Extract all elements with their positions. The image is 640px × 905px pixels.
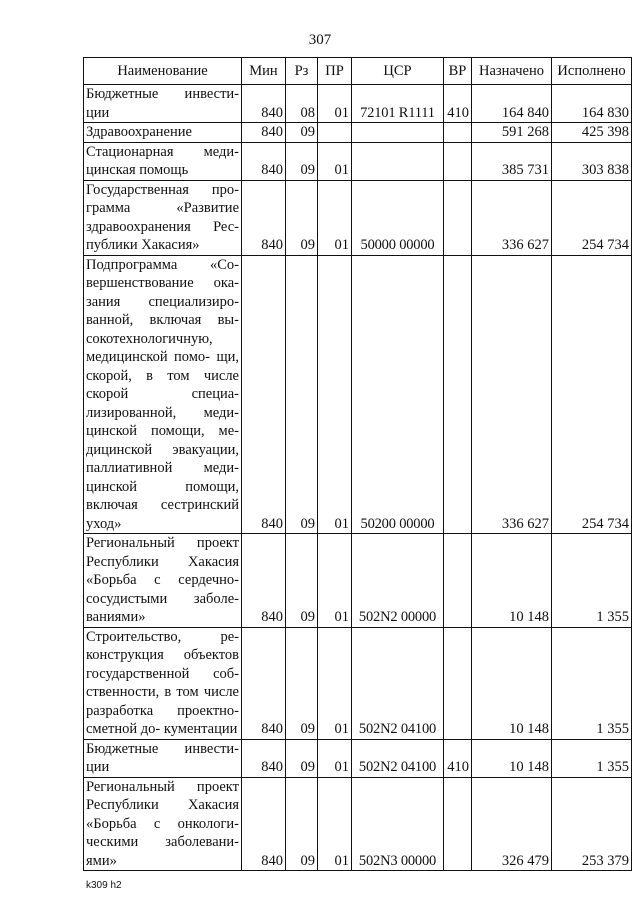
row-name bbox=[84, 534, 242, 628]
header-rz: Рз bbox=[286, 58, 318, 85]
row-name-line: конструкция объектов bbox=[86, 647, 239, 663]
row-vr: 410 bbox=[444, 739, 472, 777]
row-assigned: 336 627 bbox=[472, 180, 552, 255]
row-name-line: паллиативной меди- bbox=[86, 460, 239, 476]
header-min: Мин bbox=[242, 58, 286, 85]
row-csr: 502N2 04100 bbox=[352, 739, 444, 777]
row-executed: 1 355 bbox=[552, 739, 632, 777]
table-row bbox=[84, 777, 632, 871]
table-row bbox=[84, 255, 632, 534]
row-pr: 01 bbox=[318, 255, 352, 534]
row-rz: 09 bbox=[286, 777, 318, 871]
row-name-line: Республики Хакасия bbox=[86, 553, 239, 570]
row-name-line: зания специализиро- bbox=[86, 293, 239, 310]
row-name-line: вершенствование ока- bbox=[86, 275, 239, 291]
table-row bbox=[84, 85, 632, 123]
row-name-line: цинской помощи, ме- bbox=[86, 423, 239, 439]
row-assigned: 10 148 bbox=[472, 739, 552, 777]
row-min: 840 bbox=[242, 142, 286, 180]
row-name-line: Стационарная меди- bbox=[86, 143, 239, 160]
row-executed: 254 734 bbox=[552, 255, 632, 534]
row-name bbox=[84, 142, 242, 180]
row-name bbox=[84, 180, 242, 255]
row-name-line: ции bbox=[86, 759, 110, 775]
row-min: 840 bbox=[242, 534, 286, 628]
row-name-line: Бюджетные инвести- bbox=[86, 740, 239, 757]
row-rz: 09 bbox=[286, 180, 318, 255]
row-name-line: здравоохранения Рес- bbox=[86, 218, 239, 235]
row-name-line: Строительство, ре- bbox=[86, 628, 239, 645]
row-rz: 09 bbox=[286, 534, 318, 628]
row-pr: 01 bbox=[318, 85, 352, 123]
row-executed: 425 398 bbox=[552, 123, 632, 143]
row-vr bbox=[444, 180, 472, 255]
header-assigned: Назначено bbox=[472, 58, 552, 85]
row-pr bbox=[318, 123, 352, 143]
row-name-line: ванной, включая вы- bbox=[86, 312, 239, 328]
row-executed: 164 830 bbox=[552, 85, 632, 123]
row-name-line: ственности, в том bbox=[86, 684, 199, 700]
row-executed: 253 379 bbox=[552, 777, 632, 871]
row-name bbox=[84, 627, 242, 739]
row-csr: 502N3 00000 bbox=[352, 777, 444, 871]
table-row bbox=[84, 180, 632, 255]
row-assigned: 164 840 bbox=[472, 85, 552, 123]
header-pr: ПР bbox=[318, 58, 352, 85]
table-header-row bbox=[84, 58, 632, 85]
row-name-line: медицинской помо- bbox=[86, 349, 211, 365]
row-rz: 09 bbox=[286, 255, 318, 534]
row-min: 840 bbox=[242, 180, 286, 255]
row-name-line: проектно-сметной до- bbox=[86, 702, 239, 737]
row-name-line: ции bbox=[86, 104, 110, 121]
row-pr: 01 bbox=[318, 777, 352, 871]
row-name-line: Подпрограмма «Со- bbox=[86, 256, 239, 273]
row-csr: 50000 00000 bbox=[352, 180, 444, 255]
row-executed: 1 355 bbox=[552, 627, 632, 739]
row-name-line: ваниями» bbox=[86, 609, 146, 625]
row-min: 840 bbox=[242, 85, 286, 123]
row-rz: 09 bbox=[286, 627, 318, 739]
row-assigned: 385 731 bbox=[472, 142, 552, 180]
row-vr bbox=[444, 777, 472, 871]
header-executed: Исполнено bbox=[552, 58, 632, 85]
page-number: 307 bbox=[308, 32, 332, 48]
row-name-line: Бюджетные инвести- bbox=[86, 86, 239, 102]
table-row bbox=[84, 739, 632, 777]
row-name-line: Региональный проект bbox=[86, 535, 239, 551]
row-min: 840 bbox=[242, 627, 286, 739]
row-name bbox=[84, 85, 242, 123]
row-name-line: «Борьба с онкологи- bbox=[86, 815, 239, 832]
table-row bbox=[84, 534, 632, 628]
row-name-line: щи, скорой, в том bbox=[86, 349, 239, 384]
row-min: 840 bbox=[242, 777, 286, 871]
row-name-line: Государственная про- bbox=[86, 181, 239, 198]
row-csr: 502N2 00000 bbox=[352, 534, 444, 628]
row-min: 840 bbox=[242, 255, 286, 534]
row-vr: 410 bbox=[444, 85, 472, 123]
row-name-line: дицинской эвакуации, bbox=[86, 441, 239, 458]
row-min: 840 bbox=[242, 123, 286, 143]
row-pr: 01 bbox=[318, 627, 352, 739]
row-name-line: лизированной, меди- bbox=[86, 404, 239, 421]
row-name-line: Здравоохранение bbox=[86, 124, 192, 140]
row-name-line: «Борьба с сердечно- bbox=[86, 572, 239, 588]
row-vr bbox=[444, 123, 472, 143]
row-name-line: числе скорой специа- bbox=[86, 367, 239, 402]
row-pr: 01 bbox=[318, 534, 352, 628]
row-executed: 1 355 bbox=[552, 534, 632, 628]
table-row bbox=[84, 142, 632, 180]
budget-table bbox=[83, 57, 632, 871]
row-rz: 09 bbox=[286, 123, 318, 143]
header-name: Наименование bbox=[84, 58, 242, 85]
row-name-line: числе разработка bbox=[86, 684, 239, 719]
header-csr: ЦСР bbox=[352, 58, 444, 85]
row-vr bbox=[444, 534, 472, 628]
row-name-line: ческими заболевани- bbox=[86, 834, 239, 850]
row-rz: 09 bbox=[286, 142, 318, 180]
row-name-line: кументации bbox=[163, 721, 238, 737]
row-assigned: 326 479 bbox=[472, 777, 552, 871]
footer-code: k309 h2 bbox=[86, 880, 122, 891]
row-csr: 72101 R1111 bbox=[352, 85, 444, 123]
row-pr: 01 bbox=[318, 180, 352, 255]
row-pr: 01 bbox=[318, 142, 352, 180]
row-name bbox=[84, 255, 242, 534]
table-row bbox=[84, 627, 632, 739]
row-name-line: включая сестринский bbox=[86, 497, 239, 513]
header-vr: ВР bbox=[444, 58, 472, 85]
row-csr bbox=[352, 142, 444, 180]
table-body bbox=[84, 85, 632, 871]
row-csr: 50200 00000 bbox=[352, 255, 444, 534]
row-rz: 09 bbox=[286, 739, 318, 777]
row-assigned: 591 268 bbox=[472, 123, 552, 143]
row-csr: 502N2 04100 bbox=[352, 627, 444, 739]
row-name-line: уход» bbox=[86, 515, 122, 532]
row-name-line: Республики Хакасия bbox=[86, 797, 239, 813]
row-name-line: публики Хакасия» bbox=[86, 237, 200, 253]
row-pr: 01 bbox=[318, 739, 352, 777]
row-csr bbox=[352, 123, 444, 143]
table-row bbox=[84, 123, 632, 143]
row-rz: 08 bbox=[286, 85, 318, 123]
row-name-line: сокотехнологичную, bbox=[86, 330, 213, 347]
row-executed: 254 734 bbox=[552, 180, 632, 255]
row-name-line: ями» bbox=[86, 852, 117, 869]
row-name bbox=[84, 739, 242, 777]
row-executed: 303 838 bbox=[552, 142, 632, 180]
row-name-line: цинской помощи, bbox=[86, 478, 239, 495]
row-name bbox=[84, 777, 242, 871]
row-name-line: Региональный проект bbox=[86, 778, 239, 795]
row-name-line: цинская помощь bbox=[86, 162, 189, 178]
row-name-line: сосудистыми заболе- bbox=[86, 590, 239, 607]
row-name-line: государственной соб- bbox=[86, 665, 239, 682]
row-assigned: 10 148 bbox=[472, 627, 552, 739]
row-assigned: 10 148 bbox=[472, 534, 552, 628]
row-vr bbox=[444, 255, 472, 534]
row-vr bbox=[444, 142, 472, 180]
row-assigned: 336 627 bbox=[472, 255, 552, 534]
row-name bbox=[84, 123, 242, 143]
row-name-line: грамма «Развитие bbox=[86, 200, 239, 216]
row-min: 840 bbox=[242, 739, 286, 777]
row-vr bbox=[444, 627, 472, 739]
